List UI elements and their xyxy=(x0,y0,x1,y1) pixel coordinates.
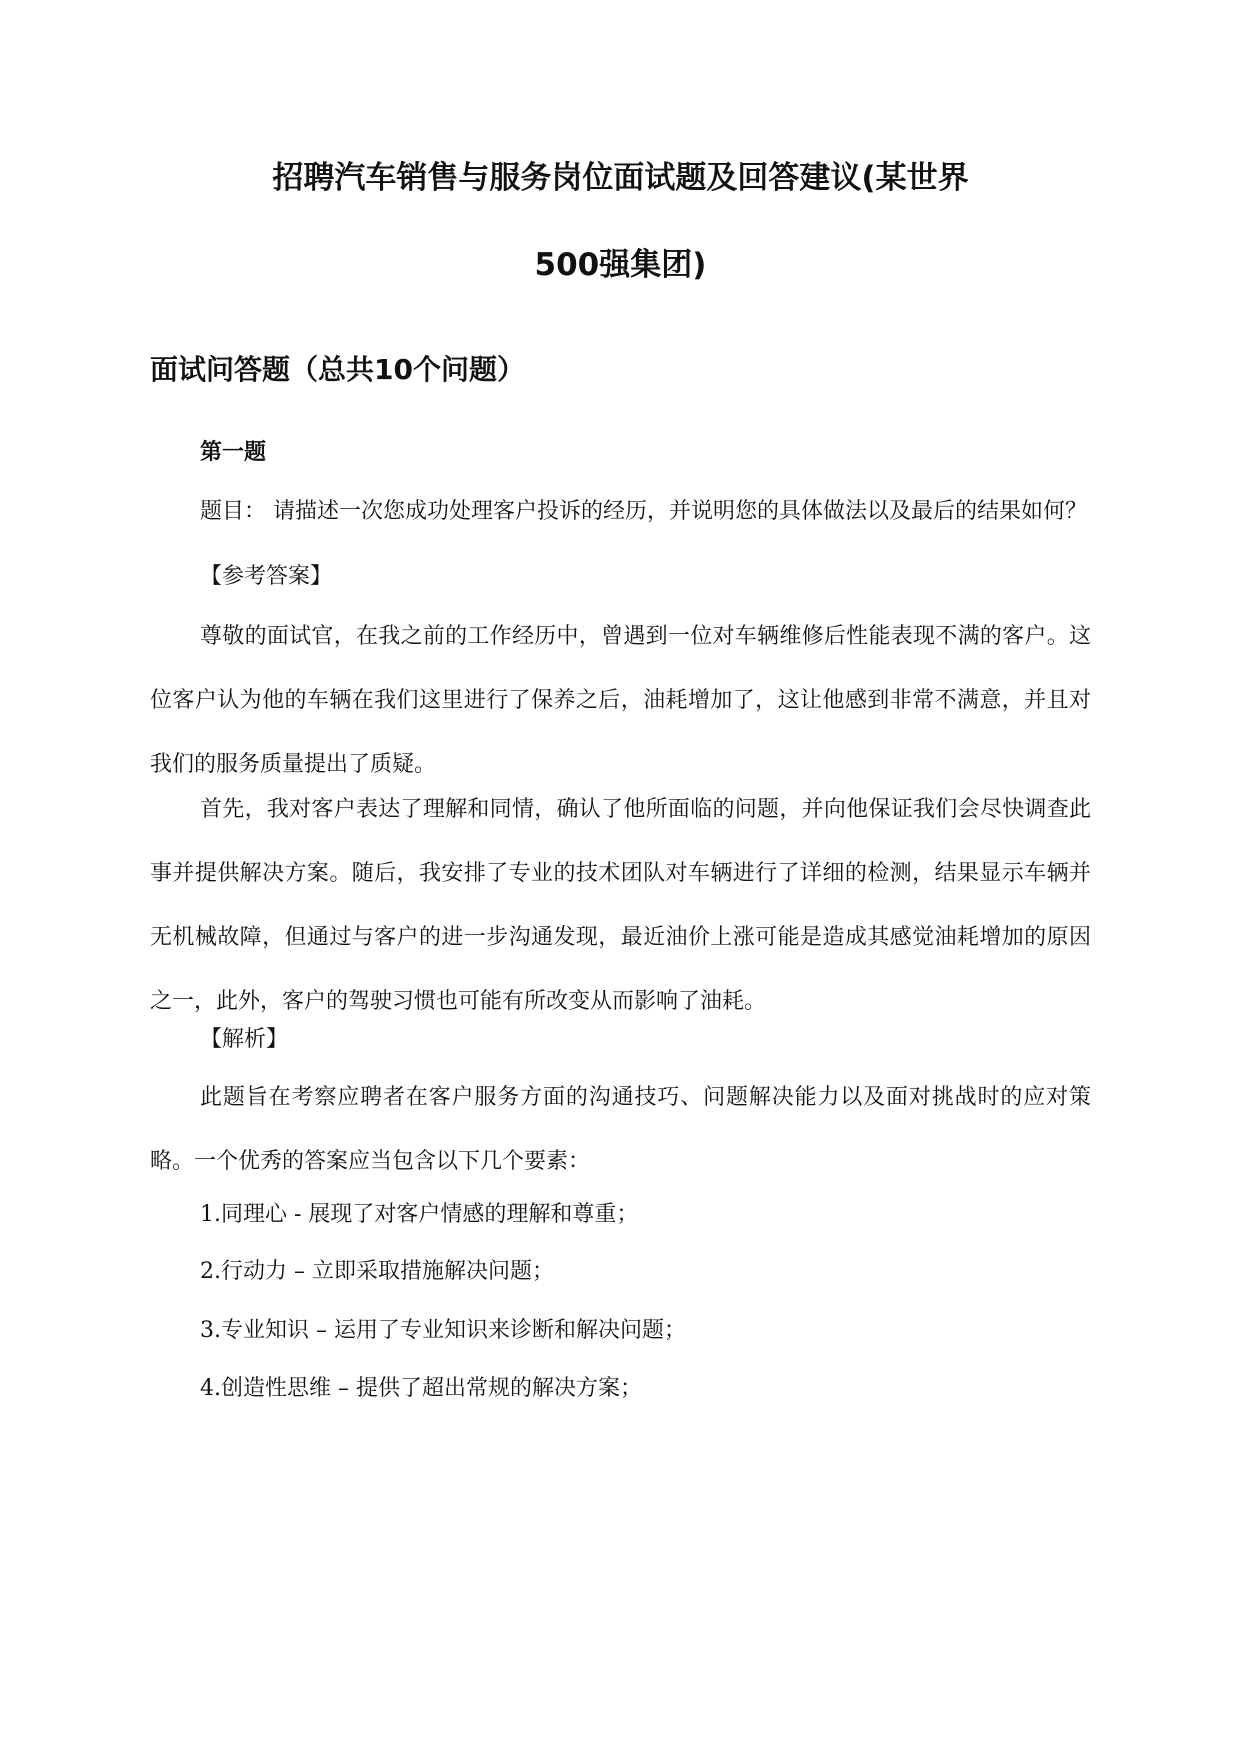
list-item: 2.行动力 – 立即采取措施解决问题； xyxy=(200,1259,554,1284)
analysis-label: 【解析】 xyxy=(200,1027,289,1052)
question-heading: 第一题 xyxy=(200,440,267,465)
question-text: 题目： 请描述一次您成功处理客户投诉的经历，并说明您的具体做法以及最后的结果如何？ xyxy=(200,499,1087,524)
section-heading: 面试问答题（总共10个问题） xyxy=(150,353,525,386)
list-item: 1.同理心 - 展现了对客户情感的理解和尊重； xyxy=(200,1202,639,1227)
document-title-line-2: 500强集团) xyxy=(534,247,707,283)
answer-paragraph-1: 尊敬的面试官，在我之前的工作经历中，曾遇到一位对车辆维修后性能表现不满的客户。这位客户认为他的车辆在我们这里进行了保养之后，油耗增加了，这让他感到非常不满意，并且对我们的服务质量提出了质疑。 xyxy=(150,624,1091,777)
answer-paragraph-2: 首先，我对客户表达了理解和同情，确认了他所面临的问题，并向他保证我们会尽快调查此事并提供解决方案。随后，我安排了专业的技术团队对车辆进行了详细的检测，结果显示车辆并无机械故障，但通过与客户的进一步沟通发现，最近油价上涨可能是造成其感觉油耗增加的原因之一，此外，客户的驾驶习惯也可能有所改变从而影响了油耗。 xyxy=(150,797,1091,1014)
analysis-paragraph: 此题旨在考察应聘者在客户服务方面的沟通技巧、问题解决能力以及面对挑战时的应对策略。一个优秀的答案应当包含以下几个要素： xyxy=(150,1085,1091,1174)
answer-label: 【参考答案】 xyxy=(200,564,333,589)
document-title-line-1: 招聘汽车销售与服务岗位面试题及回答建议(某世界 xyxy=(272,160,969,196)
list-item: 4.创造性思维 – 提供了超出常规的解决方案； xyxy=(200,1376,642,1401)
list-item: 3.专业知识 – 运用了专业知识来诊断和解决问题； xyxy=(200,1318,686,1343)
